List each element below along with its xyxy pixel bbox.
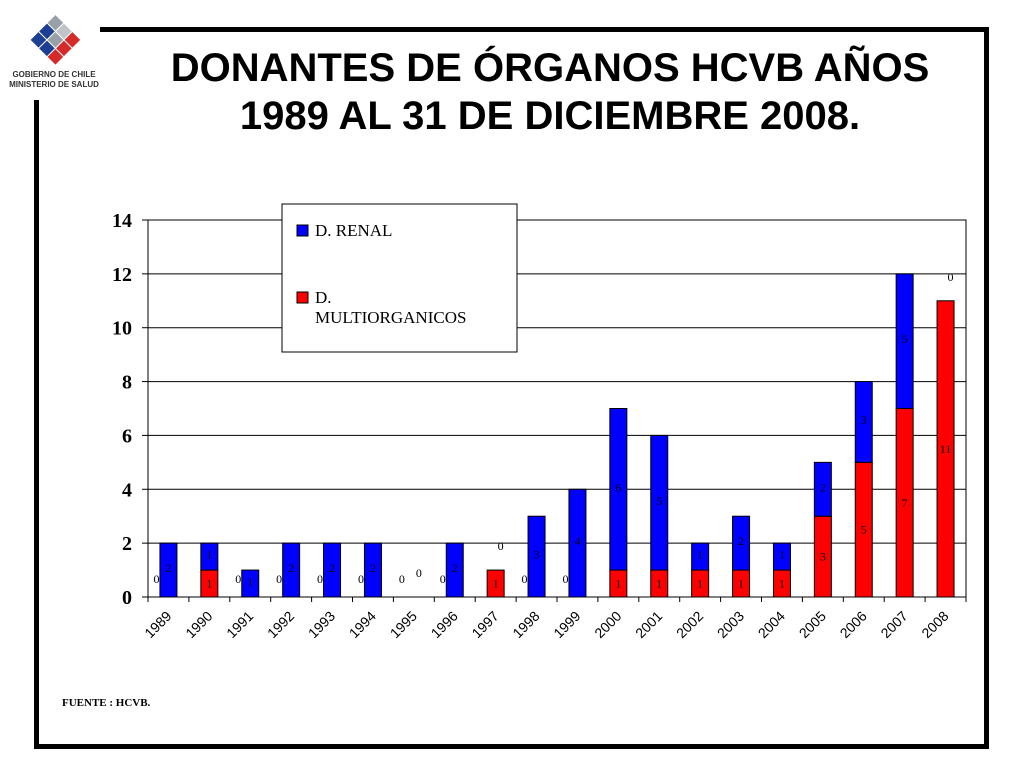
data-label-renal: 2 [288,561,295,576]
legend-label: MULTIORGANICOS [315,308,467,327]
data-label-multiorganicos: 0 [562,572,569,586]
x-tick-label: 1989 [141,607,175,642]
data-label-multiorganicos: 0 [439,572,446,586]
data-label-renal: 2 [369,561,376,576]
title-line-1: DONANTES DE ÓRGANOS HCVB AÑOS [170,46,930,90]
x-tick-label: 1994 [345,607,380,642]
data-label-multiorganicos: 3 [819,549,826,564]
data-label-multiorganicos: 11 [939,441,952,456]
x-tick-label: 1998 [509,607,543,642]
data-label-multiorganicos: 0 [357,572,364,586]
data-label-multiorganicos: 0 [398,572,405,586]
y-tick-label: 8 [122,371,132,394]
data-label-multiorganicos: 1 [697,576,704,591]
x-tick-label: 1992 [263,607,298,642]
data-label-multiorganicos: 0 [235,572,242,586]
x-tick-label: 2001 [632,607,666,642]
data-label-multiorganicos: 0 [521,572,528,586]
logo-text [8,70,100,90]
data-label-multiorganicos: 7 [901,495,908,510]
legend-label: D. [315,288,332,307]
frame-bottom-border [34,744,989,749]
title-line-2: 1989 AL 31 DE DICIEMBRE 2008. [239,94,861,138]
legend-label: D. RENAL [315,221,393,240]
y-tick-label: 0 [122,587,132,609]
data-label-multiorganicos: 0 [276,572,283,586]
logo-line-1: GOBIERNO DE CHILE [12,70,96,79]
data-label-renal: 2 [329,561,336,576]
frame-top-border [100,27,989,32]
data-label-renal: 2 [165,561,172,576]
data-label-renal: 1 [778,547,785,562]
data-label-renal: 1 [247,574,254,589]
y-tick-label: 6 [122,425,132,448]
x-tick-label: 1993 [304,607,339,642]
frame-left-border [34,100,39,749]
data-label-multiorganicos: 5 [860,522,867,537]
y-tick-label: 2 [122,533,132,556]
data-label-renal: 2 [819,480,826,495]
x-tick-label: 2005 [795,607,829,642]
x-tick-label: 1990 [182,607,216,642]
x-tick-label: 2006 [836,607,870,642]
data-label-multiorganicos: 1 [615,576,622,591]
data-label-renal: 0 [947,269,954,284]
data-label-multiorganicos: 1 [738,576,745,591]
legend-swatch [297,225,308,236]
y-tick-label: 14 [112,210,132,232]
x-tick-label: 1996 [427,607,461,642]
data-label-renal: 5 [656,493,663,508]
x-tick-label: 2004 [754,607,789,642]
data-label-multiorganicos: 0 [153,572,160,586]
data-label-multiorganicos: 1 [778,576,785,591]
data-label-renal: 3 [860,412,867,427]
data-label-multiorganicos: 1 [492,576,499,591]
y-tick-label: 12 [112,263,132,286]
data-label-renal: 4 [574,534,581,549]
data-label-renal: 0 [497,539,504,554]
data-label-renal: 6 [615,480,622,495]
data-label-multiorganicos: 1 [206,576,213,591]
page-title [110,44,990,140]
donors-stacked-bar-chart [80,190,980,680]
x-tick-label: 1991 [223,607,257,642]
data-label-renal: 2 [451,561,458,576]
x-tick-label: 2000 [591,607,625,642]
x-tick-label: 1995 [386,607,420,642]
y-tick-label: 4 [122,479,132,502]
data-label-renal: 5 [901,332,908,347]
data-label-renal: 0 [415,566,422,580]
x-tick-label: 1997 [468,607,502,642]
legend-swatch [297,292,308,303]
x-tick-label: 2003 [713,607,748,642]
x-tick-label: 2002 [672,607,707,642]
y-tick-label: 10 [112,317,132,340]
data-label-renal: 1 [697,547,704,562]
data-label-multiorganicos: 1 [656,576,663,591]
data-label-renal: 2 [738,534,745,549]
data-label-multiorganicos: 0 [317,572,324,586]
data-label-renal: 3 [533,547,540,562]
x-tick-label: 1999 [550,607,584,642]
plot-area-border [148,220,966,597]
source-note: FUENTE : HCVB. [62,697,151,709]
data-label-renal: 1 [206,547,213,562]
x-tick-label: 2008 [918,607,952,642]
logo-line-2: MINISTERIO DE SALUD [9,80,99,89]
x-tick-label: 2007 [877,607,911,642]
